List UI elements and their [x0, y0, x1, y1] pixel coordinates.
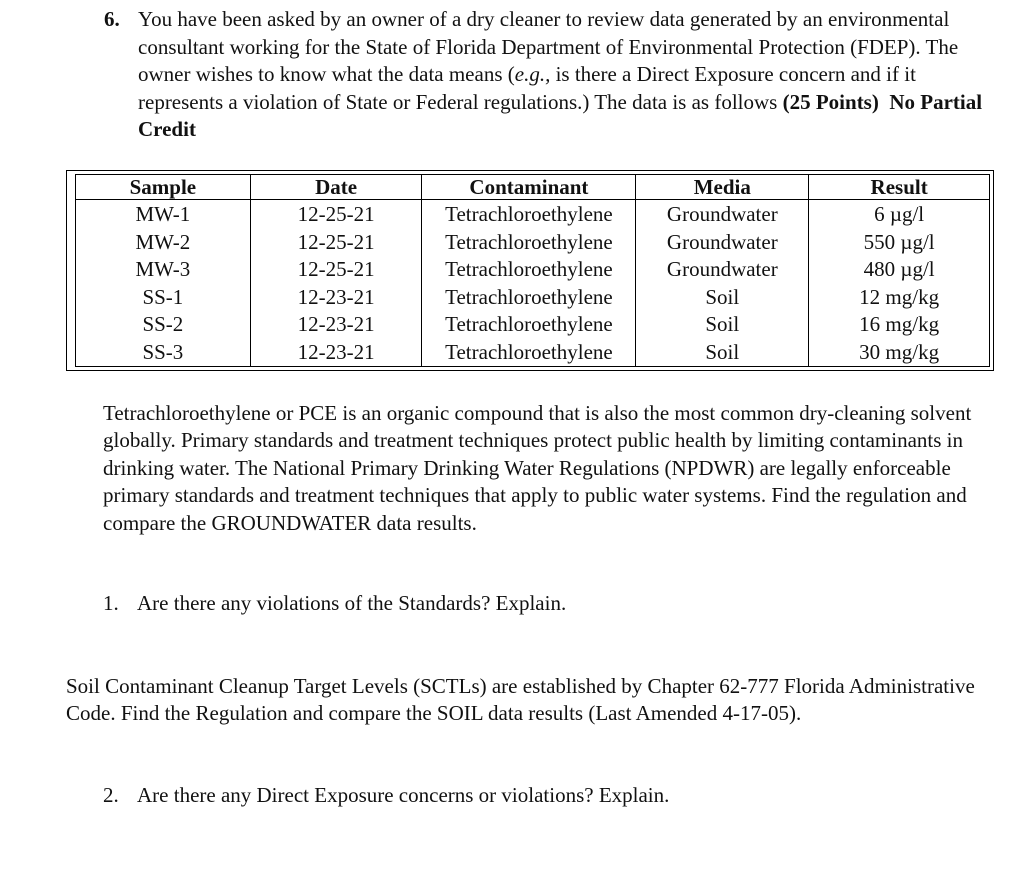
question-intro-2: is there a Direct Exposure concern and if it represents a violation of State or Federal regulations.) The data is as follows: [138, 62, 916, 114]
cell-date: 12-25-21: [250, 200, 422, 228]
header-contaminant: Contaminant: [422, 175, 636, 200]
table-row: [76, 311, 990, 339]
header-date: Date: [250, 175, 422, 200]
question-number: 6.: [104, 7, 120, 31]
cell-contaminant: Tetrachloroethylene: [422, 200, 636, 228]
cell-media: Soil: [636, 283, 809, 311]
cell-media: Soil: [636, 338, 809, 366]
cell-contaminant: Tetrachloroethylene: [422, 311, 636, 339]
cell-sample: SS-2: [76, 311, 251, 339]
sub-question-1-number: 1.: [103, 591, 119, 615]
sub-question-2-number: 2.: [103, 783, 119, 807]
cell-contaminant: Tetrachloroethylene: [422, 283, 636, 311]
cell-sample: SS-3: [76, 338, 251, 366]
table-row: [76, 228, 990, 256]
cell-media: Groundwater: [636, 255, 809, 283]
cell-sample: SS-1: [76, 283, 251, 311]
no-partial-credit: No Partial Credit: [138, 89, 983, 142]
cell-result: 16 mg/kg: [809, 311, 990, 339]
header-result: Result: [809, 175, 990, 200]
data-table: [75, 174, 990, 367]
cell-date: 12-25-21: [250, 228, 422, 256]
data-table-frame: [66, 170, 994, 371]
sub-question-2-text: Are there any Direct Exposure concerns or violations? Explain.: [137, 783, 670, 807]
sub-question-1: [103, 591, 566, 616]
cell-result: 550 µg/l: [809, 228, 990, 256]
pce-paragraph: Tetrachloroethylene or PCE is an organic compound that is also the most common dry-cleaning solvent globally. Primary standards and treatment techniques protect public health by limiting contaminants in drinking water. The National Primary Drinking Water Regulations (NPDWR) are legally enforceable primary standards and treatment techniques that apply to public water systems. Find the regulation and compare the GROUNDWATER data results.: [103, 401, 972, 535]
table-row: [76, 255, 990, 283]
table-header-row: [76, 175, 990, 200]
cell-date: 12-25-21: [250, 255, 422, 283]
question-text: [138, 6, 1004, 144]
sub-question-1-text: Are there any violations of the Standards? Explain.: [137, 591, 567, 615]
header-media: Media: [636, 175, 809, 200]
cell-result: 6 µg/l: [809, 200, 990, 228]
cell-sample: MW-3: [76, 255, 251, 283]
question-eg: e.g.,: [514, 62, 551, 87]
cell-contaminant: Tetrachloroethylene: [422, 255, 636, 283]
cell-contaminant: Tetrachloroethylene: [422, 338, 636, 366]
table-row: [76, 338, 990, 366]
cell-sample: MW-1: [76, 200, 251, 228]
question-block: [104, 6, 1004, 144]
question-points: (25 Points): [782, 89, 879, 114]
sctl-paragraph: Soil Contaminant Cleanup Target Levels (SCTLs) are established by Chapter 62-777 Florida Administrative Code. Find the Regulation and compare the SOIL data results (Last Amended 4-17-05).: [66, 674, 975, 726]
cell-media: Groundwater: [636, 228, 809, 256]
cell-media: Soil: [636, 311, 809, 339]
cell-media: Groundwater: [636, 200, 809, 228]
cell-result: 30 mg/kg: [809, 338, 990, 366]
header-sample: Sample: [76, 175, 251, 200]
cell-result: 12 mg/kg: [809, 283, 990, 311]
cell-date: 12-23-21: [250, 338, 422, 366]
cell-date: 12-23-21: [250, 283, 422, 311]
cell-result: 480 µg/l: [809, 255, 990, 283]
cell-date: 12-23-21: [250, 311, 422, 339]
table-row: [76, 283, 990, 311]
question-intro: You have been asked by an owner of a dry cleaner to review data generated by an environmental consultant working for the State of Florida Department of Environmental Protection (FDEP). The owner wishes to know what the data means (: [138, 7, 959, 87]
cell-sample: MW-2: [76, 228, 251, 256]
table-row: [76, 200, 990, 228]
cell-contaminant: Tetrachloroethylene: [422, 228, 636, 256]
sub-question-2: [103, 783, 669, 808]
